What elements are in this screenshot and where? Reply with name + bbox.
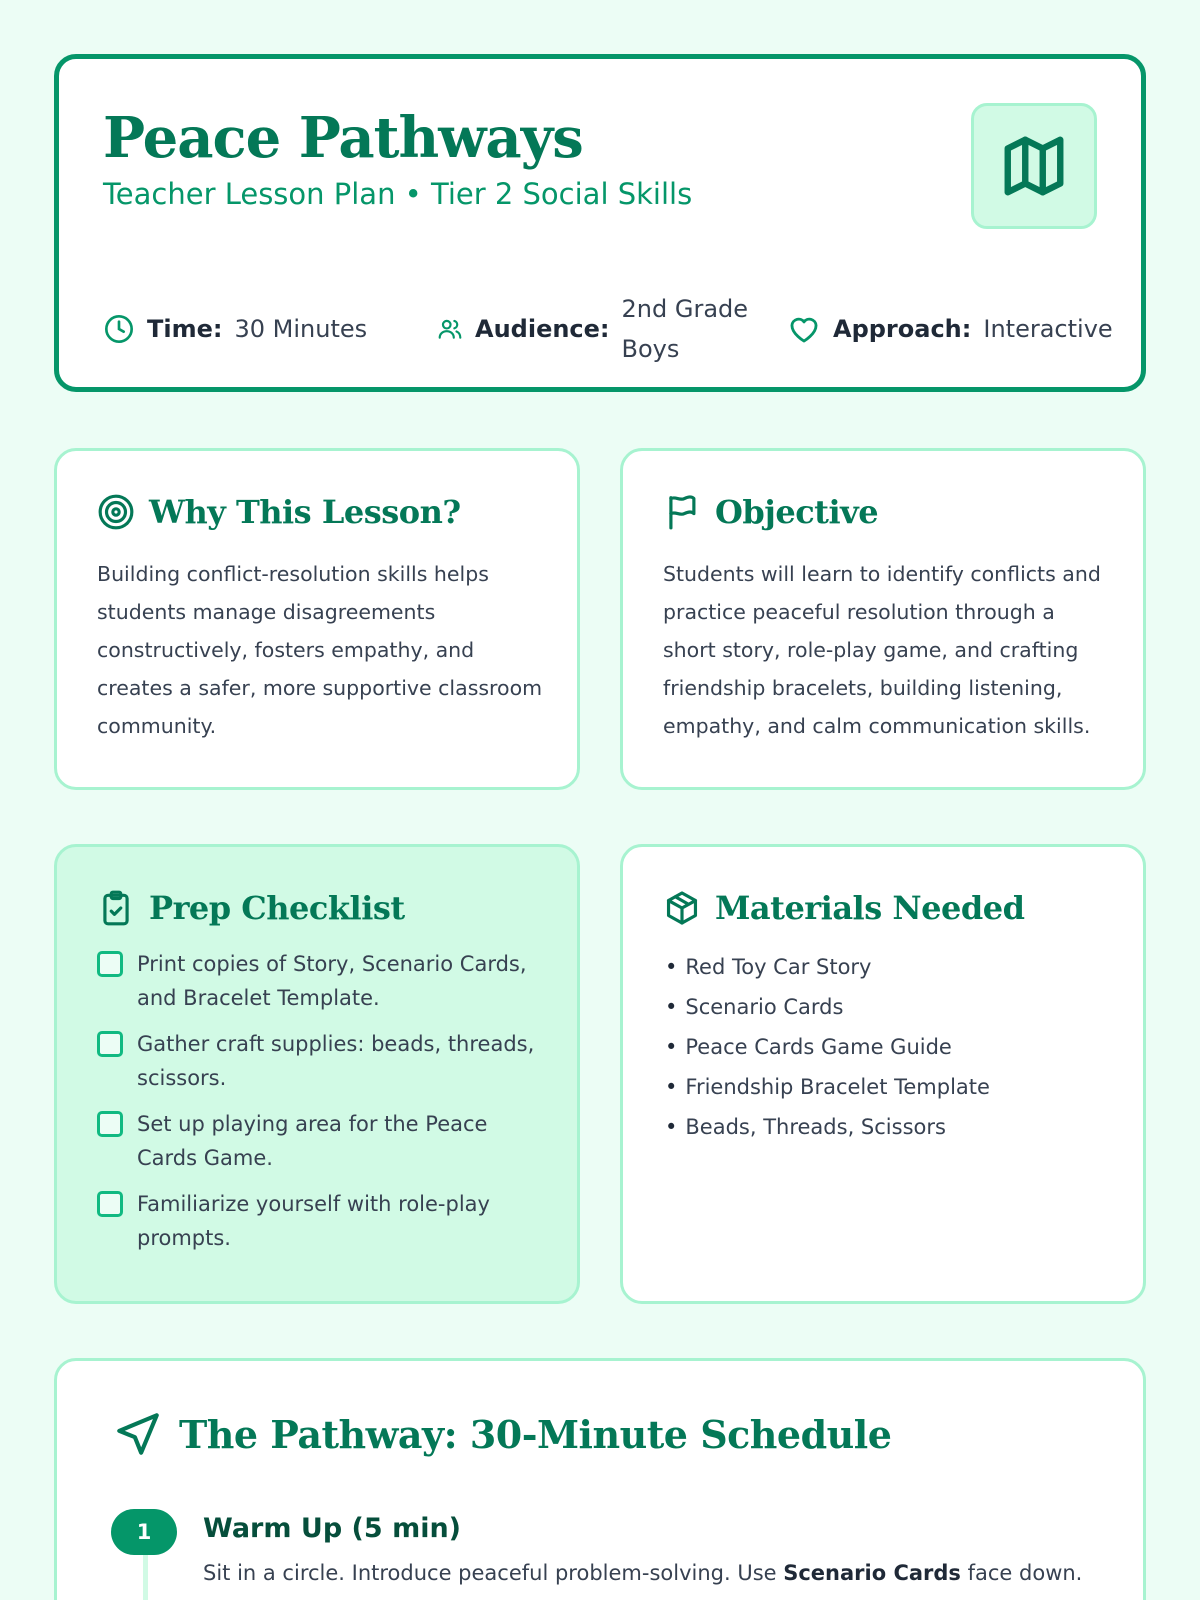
checklist-item-text: Set up playing area for the Peace Cards Game. (137, 1112, 488, 1170)
step-number-badge: 1 (111, 1509, 177, 1555)
why-lesson-heading: Why This Lesson? (149, 493, 461, 531)
meta-approach (787, 279, 1113, 379)
material-item: • Scenario Cards (665, 987, 990, 1027)
materials-card (620, 844, 1146, 1304)
meta-approach-value: Interactive (983, 315, 1113, 343)
package-icon (663, 889, 701, 927)
material-item: • Red Toy Car Story (665, 947, 990, 987)
schedule-card (54, 1358, 1146, 1600)
lesson-header-card (54, 54, 1146, 392)
step-description-tail: face down. (960, 1561, 1083, 1585)
page-subtitle: Teacher Lesson Plan • Tier 2 Social Skills (103, 177, 693, 211)
clock-icon (103, 313, 135, 345)
checklist-item (97, 1107, 547, 1175)
checklist-item-text: Familiarize yourself with role-play prompts. (137, 1192, 490, 1250)
meta-audience (437, 279, 762, 379)
objective-text: Students will learn to identify conflicts and practice peaceful resolution through a short story, role-play game, and crafting friendship bracelets, building listening, empathy, and calm communication skills. (663, 562, 1101, 738)
meta-audience-label: Audience: (475, 315, 610, 343)
materials-list (665, 947, 990, 1147)
checklist-item-text: Gather craft supplies: beads, threads, scissors. (137, 1032, 535, 1090)
meta-approach-label: Approach: (833, 315, 972, 343)
meta-time-value: 30 Minutes (234, 315, 368, 343)
material-item: • Peace Cards Game Guide (665, 1027, 990, 1067)
prep-checklist-card (54, 844, 580, 1304)
checkbox[interactable] (97, 951, 123, 977)
step-description-bold: Scenario Cards (783, 1561, 961, 1585)
navigation-icon (113, 1409, 163, 1459)
materials-heading: Materials Needed (715, 889, 1025, 927)
step-description (203, 1561, 1082, 1585)
users-icon (437, 316, 463, 342)
schedule-heading: The Pathway: 30-Minute Schedule (179, 1411, 892, 1457)
heart-icon (787, 312, 821, 346)
page-title: Peace Pathways (103, 105, 583, 171)
step-description-text: Sit in a circle. Introduce peaceful problem-solving. Use (203, 1561, 784, 1585)
checkbox[interactable] (97, 1031, 123, 1057)
map-badge (971, 103, 1097, 229)
why-lesson-text: Building conflict-resolution skills helps students manage disagreements constructively, fosters empathy, and creates a safer, more supportive classroom community. (97, 562, 543, 738)
lesson-meta (103, 279, 1113, 379)
checklist-item (97, 1187, 547, 1255)
prep-checklist-heading: Prep Checklist (149, 889, 405, 927)
prep-checklist (97, 947, 547, 1267)
meta-audience-value: 2nd Grade Boys (621, 295, 749, 363)
checkbox[interactable] (97, 1191, 123, 1217)
meta-time-label: Time: (147, 315, 223, 343)
objective-card (620, 448, 1146, 790)
flag-icon (663, 493, 701, 531)
why-lesson-card (54, 448, 580, 790)
step-title: Warm Up (5 min) (203, 1513, 462, 1544)
map-icon (999, 131, 1069, 201)
target-icon (97, 493, 135, 531)
objective-heading: Objective (715, 493, 879, 531)
checkbox[interactable] (97, 1111, 123, 1137)
meta-time (103, 279, 367, 379)
clipboard-check-icon (97, 889, 135, 927)
material-item: • Beads, Threads, Scissors (665, 1107, 990, 1147)
checklist-item-text: Print copies of Story, Scenario Cards, and Bracelet Template. (137, 952, 527, 1010)
checklist-item (97, 1027, 547, 1095)
material-item: • Friendship Bracelet Template (665, 1067, 990, 1107)
checklist-item (97, 947, 547, 1015)
